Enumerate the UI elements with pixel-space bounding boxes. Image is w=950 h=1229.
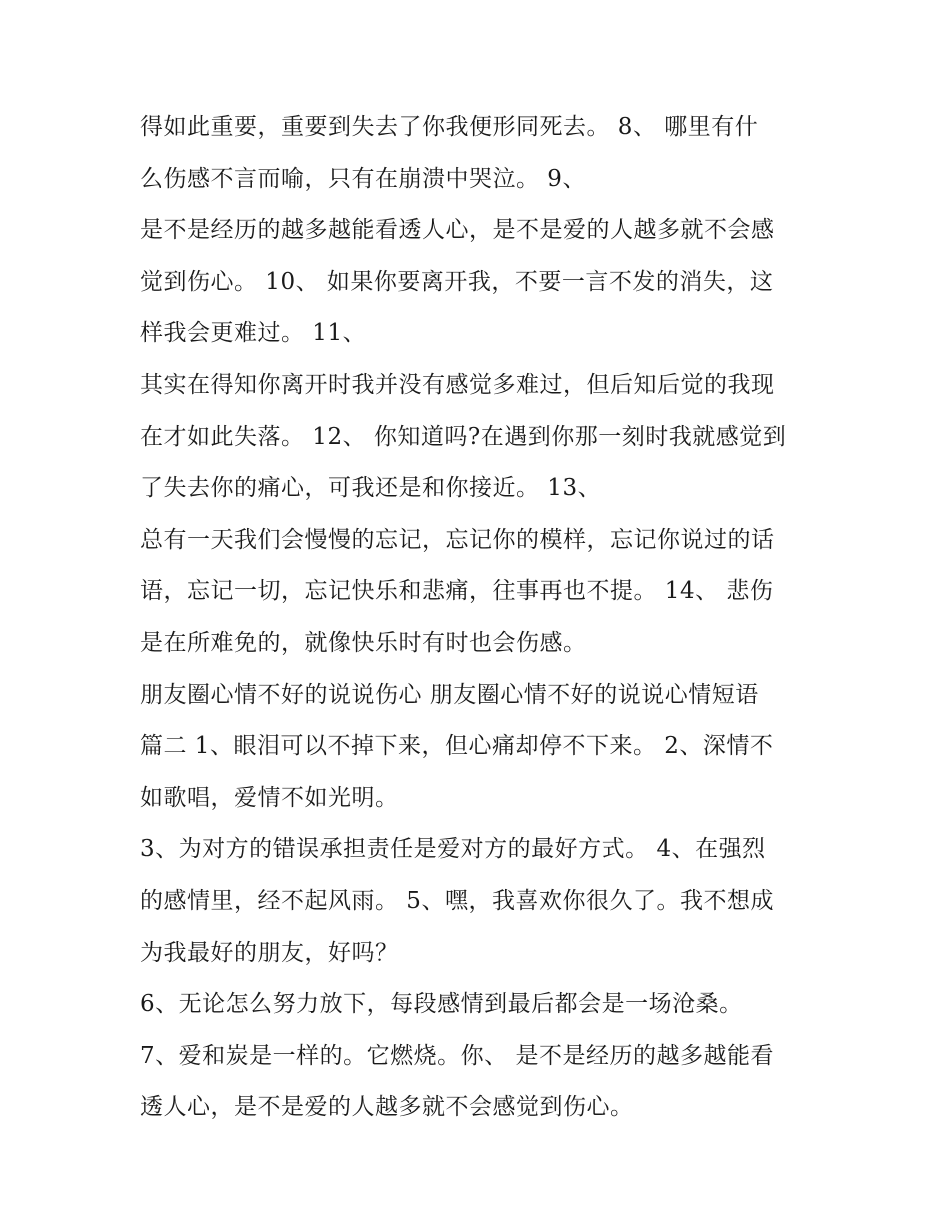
text-line: 样我会更难过。 11、 <box>140 320 367 347</box>
text-line: 是不是经历的越多越能看透人心，是不是爱的人越多就不会感 <box>140 217 775 244</box>
text-line: 得如此重要，重要到失去了你我便形同死去。 8、 哪里有什 <box>140 114 759 140</box>
text-line: 总有一天我们会慢慢的忘记，忘记你的模样，忘记你说过的话 <box>140 526 775 553</box>
text-line: 6、无论怎么努力放下，每段感情到最后都会是一场沧桑。 <box>140 991 743 1018</box>
text-line: 在才如此失落。 12、 你知道吗?在遇到你那一刻时我就感觉到 <box>140 423 787 450</box>
text-line: 语，忘记一切，忘记快乐和悲痛，往事再也不提。 14、 悲伤 <box>140 578 774 605</box>
text-line: 了失去你的痛心，可我还是和你接近。 13、 <box>140 475 602 502</box>
text-line: 么伤感不言而喻，只有在崩溃中哭泣。 9、 <box>140 165 586 192</box>
body-text <box>140 102 830 1134</box>
text-line: 朋友圈心情不好的说说伤心 朋友圈心情不好的说说心情短语 <box>140 681 759 708</box>
text-line: 如歌唱，爱情不如光明。 <box>140 784 399 811</box>
text-line: 觉到伤心。 10、 如果你要离开我，不要一言不发的消失，这 <box>140 268 774 295</box>
text-line: 的感情里，经不起风雨。 5、嘿，我喜欢你很久了。我不想成 <box>140 887 774 914</box>
text-line: 篇二 1、眼泪可以不掉下来，但心痛却停不下来。 2、深情不 <box>140 733 774 760</box>
text-line: 3、为对方的错误承担责任是爱对方的最好方式。 4、在强烈 <box>140 836 766 863</box>
text-line: 为我最好的朋友，好吗？ <box>140 939 399 966</box>
text-line: 是在所难免的，就像快乐时有时也会伤感。 <box>140 629 587 656</box>
text-line: 其实在得知你离开时我并没有感觉多难过，但后知后觉的我现 <box>140 371 775 398</box>
text-line: 7、爱和炭是一样的。它燃烧。你、 是不是经历的越多越能看 <box>140 1042 774 1069</box>
text-line: 透人心，是不是爱的人越多就不会感觉到伤心。 <box>140 1094 634 1121</box>
